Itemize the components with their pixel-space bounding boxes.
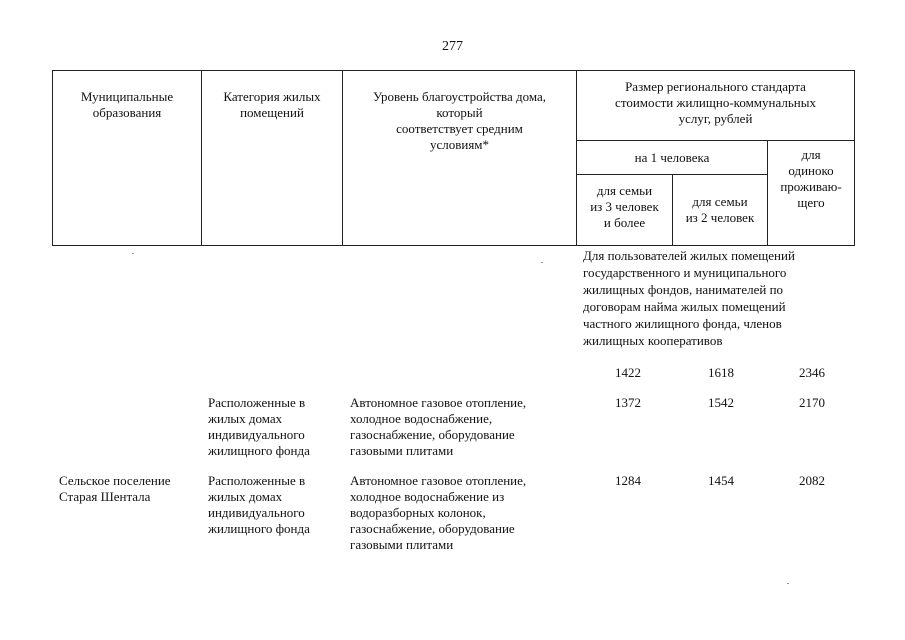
header-amenity-level: Уровень благоустройства дома, который соответствует средним условиям* [343, 71, 577, 246]
row-2-single: 2170 [799, 395, 825, 410]
page-number: 277 [442, 39, 463, 54]
scan-speck [132, 253, 134, 254]
scan-speck [541, 262, 543, 263]
scan-speck [787, 583, 789, 584]
header-family-2: для семьи из 2 человек [673, 175, 768, 246]
row-3-municipality: Сельское поселение Старая Шентала [59, 473, 171, 504]
header-municipalities: Муниципальные образования [53, 71, 202, 246]
row-3-single: 2082 [799, 473, 825, 488]
row-1-family-3: 1422 [615, 365, 641, 380]
table-header [52, 70, 855, 246]
row-3-family-3: 1284 [615, 473, 641, 488]
group-note: Для пользователей жилых помещений государственного и муниципального жилищных фондов, нанимателей по договорам найма жилых помещений частного жилищного фонда, членов жилищных кооперативов [583, 248, 795, 348]
header-family-3: для семьи из 3 человек и более [577, 175, 673, 246]
row-3-family-2: 1454 [708, 473, 734, 488]
header-per-person: на 1 человека [577, 141, 768, 175]
row-1-single: 2346 [799, 365, 825, 380]
row-3-amenity: Автономное газовое отопление, холодное водоснабжение из водоразборных колонок, газоснабжение, оборудование газовыми плитами [350, 473, 527, 552]
row-2-amenity: Автономное газовое отопление, холодное водоснабжение, газоснабжение, оборудование газовыми плитами [350, 395, 527, 458]
row-2-family-2: 1542 [708, 395, 734, 410]
row-2-category: Расположенные в жилых домах индивидуального жилищного фонда [208, 395, 310, 458]
row-2-family-3: 1372 [615, 395, 641, 410]
row-3-category: Расположенные в жилых домах индивидуального жилищного фонда [208, 473, 310, 536]
header-category: Категория жилых помещений [202, 71, 343, 246]
header-single: для одиноко проживаю- щего [768, 141, 855, 246]
header-standard-size: Размер регионального стандарта стоимости жилищно-коммунальных услуг, рублей [577, 71, 855, 141]
row-1-family-2: 1618 [708, 365, 734, 380]
